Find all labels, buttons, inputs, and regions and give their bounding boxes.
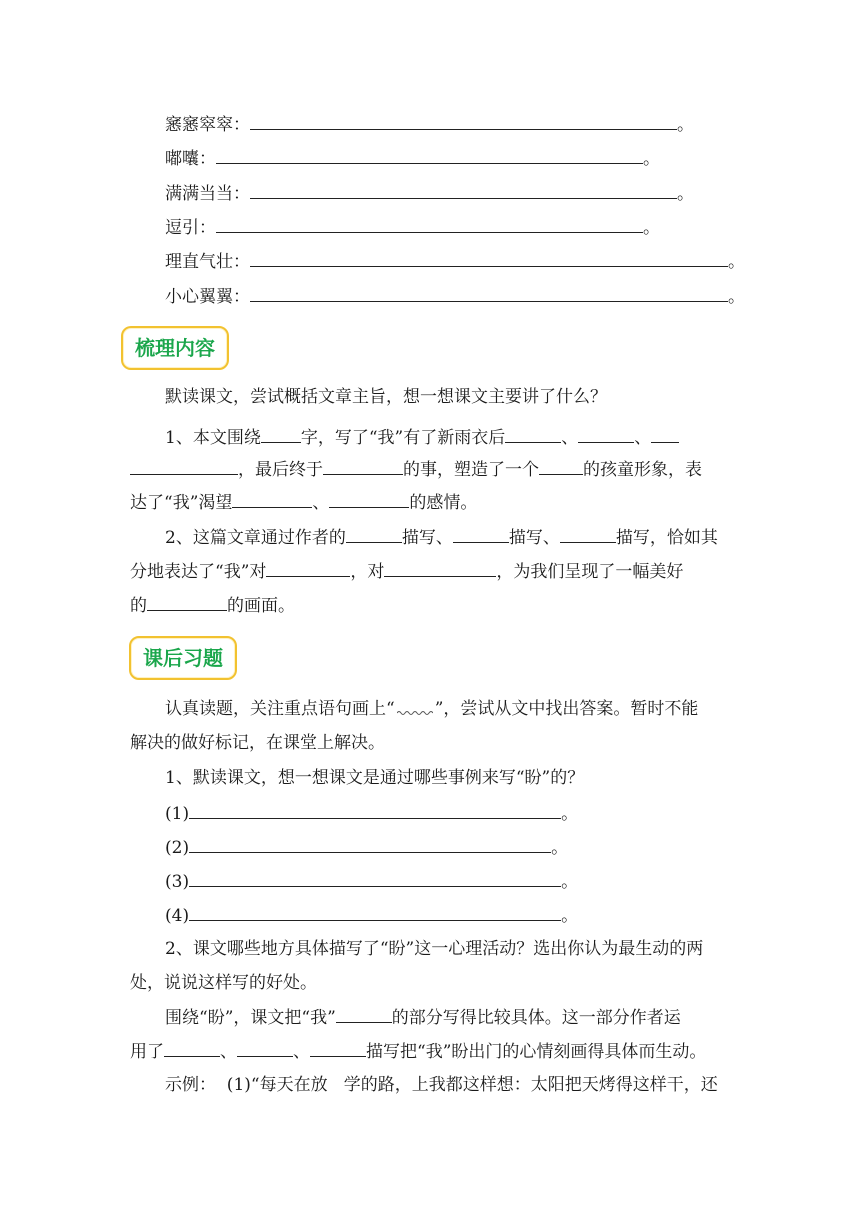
answer-blank[interactable]	[189, 904, 561, 921]
period: 。	[561, 872, 579, 892]
answer-blank[interactable]	[346, 526, 402, 543]
vocab-label: 小心翼翼：	[165, 287, 250, 307]
answer-blank[interactable]	[147, 594, 227, 611]
answer-blank[interactable]	[216, 216, 643, 233]
q2-line-2	[130, 560, 683, 583]
answer-line-1	[165, 1006, 681, 1029]
text: 围绕“盼”，课文把“我”	[165, 1008, 336, 1028]
answer-blank[interactable]	[250, 285, 728, 302]
text: 、	[561, 428, 579, 448]
item-number: (3)	[165, 872, 190, 892]
text: 的	[130, 596, 147, 616]
answer-blank[interactable]	[250, 182, 677, 199]
period: 。	[561, 804, 579, 824]
period: 。	[728, 287, 745, 307]
text: 的画面。	[227, 596, 295, 616]
period: 。	[643, 218, 660, 238]
answer-blank[interactable]	[216, 147, 643, 164]
answer-blank[interactable]	[266, 560, 350, 577]
s2-q1-item-3	[165, 870, 578, 893]
period: 。	[677, 115, 694, 135]
answer-blank[interactable]	[189, 802, 561, 819]
vocab-line-3	[165, 182, 694, 205]
text: 描写、	[508, 528, 560, 548]
answer-blank[interactable]	[250, 250, 728, 267]
period: 。	[677, 184, 694, 204]
answer-blank[interactable]	[250, 113, 677, 130]
vocab-label: 理直气壮：	[165, 252, 250, 272]
text: 认真读题，关注重点语句画上“	[165, 699, 395, 719]
answer-blank[interactable]	[323, 458, 403, 475]
item-number: (4)	[165, 906, 190, 926]
vocab-line-2	[165, 147, 660, 170]
text: ，最后终于	[238, 460, 323, 480]
section1-intro: 默读课文，尝试概括文章主旨，想一想课文主要讲了什么？	[165, 387, 607, 407]
text: 的感情。	[409, 493, 478, 513]
text: 字，写了“我”有了新雨衣后	[300, 428, 506, 448]
text: 2、这篇文章通过作者的	[165, 528, 346, 548]
text: ，对	[350, 562, 385, 582]
answer-blank[interactable]	[232, 491, 312, 508]
answer-blank[interactable]	[189, 836, 551, 853]
wavy-underline-icon	[395, 698, 435, 714]
answer-blank[interactable]	[560, 526, 616, 543]
text: 的事，塑造了一个	[403, 460, 539, 480]
vocab-line-6	[165, 285, 745, 308]
period: 。	[561, 906, 579, 926]
answer-blank[interactable]	[130, 458, 238, 475]
text: 、	[634, 428, 652, 448]
vocab-line-4	[165, 216, 660, 239]
text: ，为我们呈现了一幅美好	[496, 562, 684, 582]
answer-blank[interactable]	[453, 526, 509, 543]
item-number: (2)	[165, 838, 190, 858]
text: 描写，恰如其	[615, 528, 718, 548]
period: 。	[551, 838, 569, 858]
answer-blank[interactable]	[578, 426, 634, 443]
text: 的部分写得比较具体。这一部分作者运	[391, 1008, 681, 1028]
text: 、	[293, 1042, 310, 1062]
answer-blank[interactable]	[310, 1040, 366, 1057]
vocab-label: 逗引：	[165, 218, 216, 238]
period: 。	[643, 149, 660, 169]
s2-q2-line-1: 2、课文哪些地方具体描写了“盼”这一心理活动？选出你认为最生动的两	[165, 939, 704, 959]
text: 、	[220, 1042, 237, 1062]
answer-blank[interactable]	[189, 870, 561, 887]
answer-blank[interactable]	[505, 426, 561, 443]
vocab-line-5	[165, 250, 745, 273]
section-title-badge: 梳理内容	[121, 326, 229, 370]
vocab-label: 窸窸窣窣：	[165, 115, 250, 135]
text: 1、本文围绕	[165, 428, 261, 448]
section2-intro-line-1	[165, 698, 698, 720]
s2-q1-item-2	[165, 836, 568, 859]
text: 用了	[130, 1042, 164, 1062]
text: 描写把“我”盼出门的心情刻画得具体而生动。	[366, 1042, 707, 1062]
answer-blank[interactable]	[261, 426, 301, 443]
answer-blank[interactable]	[336, 1006, 392, 1023]
s2-q1-item-1	[165, 802, 578, 825]
s2-q1-item-4	[165, 904, 578, 927]
section2-intro-line-2: 解决的做好标记，在课堂上解决。	[130, 733, 385, 753]
text: ”，尝试从文中找出答案。暂时不能	[434, 699, 699, 719]
text: 分地表达了“我”对	[130, 562, 267, 582]
text: 的孩童形象，表	[583, 460, 702, 480]
q1-line-3	[130, 491, 477, 514]
text: 达了“我”渴望	[130, 493, 233, 513]
answer-blank[interactable]	[384, 560, 496, 577]
text: 描写、	[401, 528, 453, 548]
text: 、	[312, 493, 330, 513]
answer-blank[interactable]	[237, 1040, 293, 1057]
q2-line-3	[130, 594, 295, 617]
answer-blank[interactable]	[651, 426, 679, 443]
vocab-label: 嘟囔：	[165, 149, 216, 169]
answer-blank[interactable]	[164, 1040, 220, 1057]
answer-blank[interactable]	[329, 491, 409, 508]
example-line: 示例： (1)“每天在放 学的路，上我都这样想：太阳把天烤得这样干，还	[165, 1075, 718, 1095]
vocab-label: 满满当当：	[165, 184, 250, 204]
answer-line-2	[130, 1040, 706, 1063]
s2-q2-line-2: 处，说说这样写的好处。	[130, 973, 317, 993]
section-title-badge: 课后习题	[129, 636, 237, 680]
period: 。	[728, 252, 745, 272]
q1-line-2	[130, 458, 702, 481]
s2-q1: 1、默读课文，想一想课文是通过哪些事例来写“盼”的？	[165, 768, 585, 788]
vocab-line-1	[165, 113, 694, 136]
q2-line-1	[165, 526, 718, 549]
q1-line-1	[165, 426, 679, 449]
answer-blank[interactable]	[539, 458, 583, 475]
item-number: (1)	[165, 804, 190, 824]
